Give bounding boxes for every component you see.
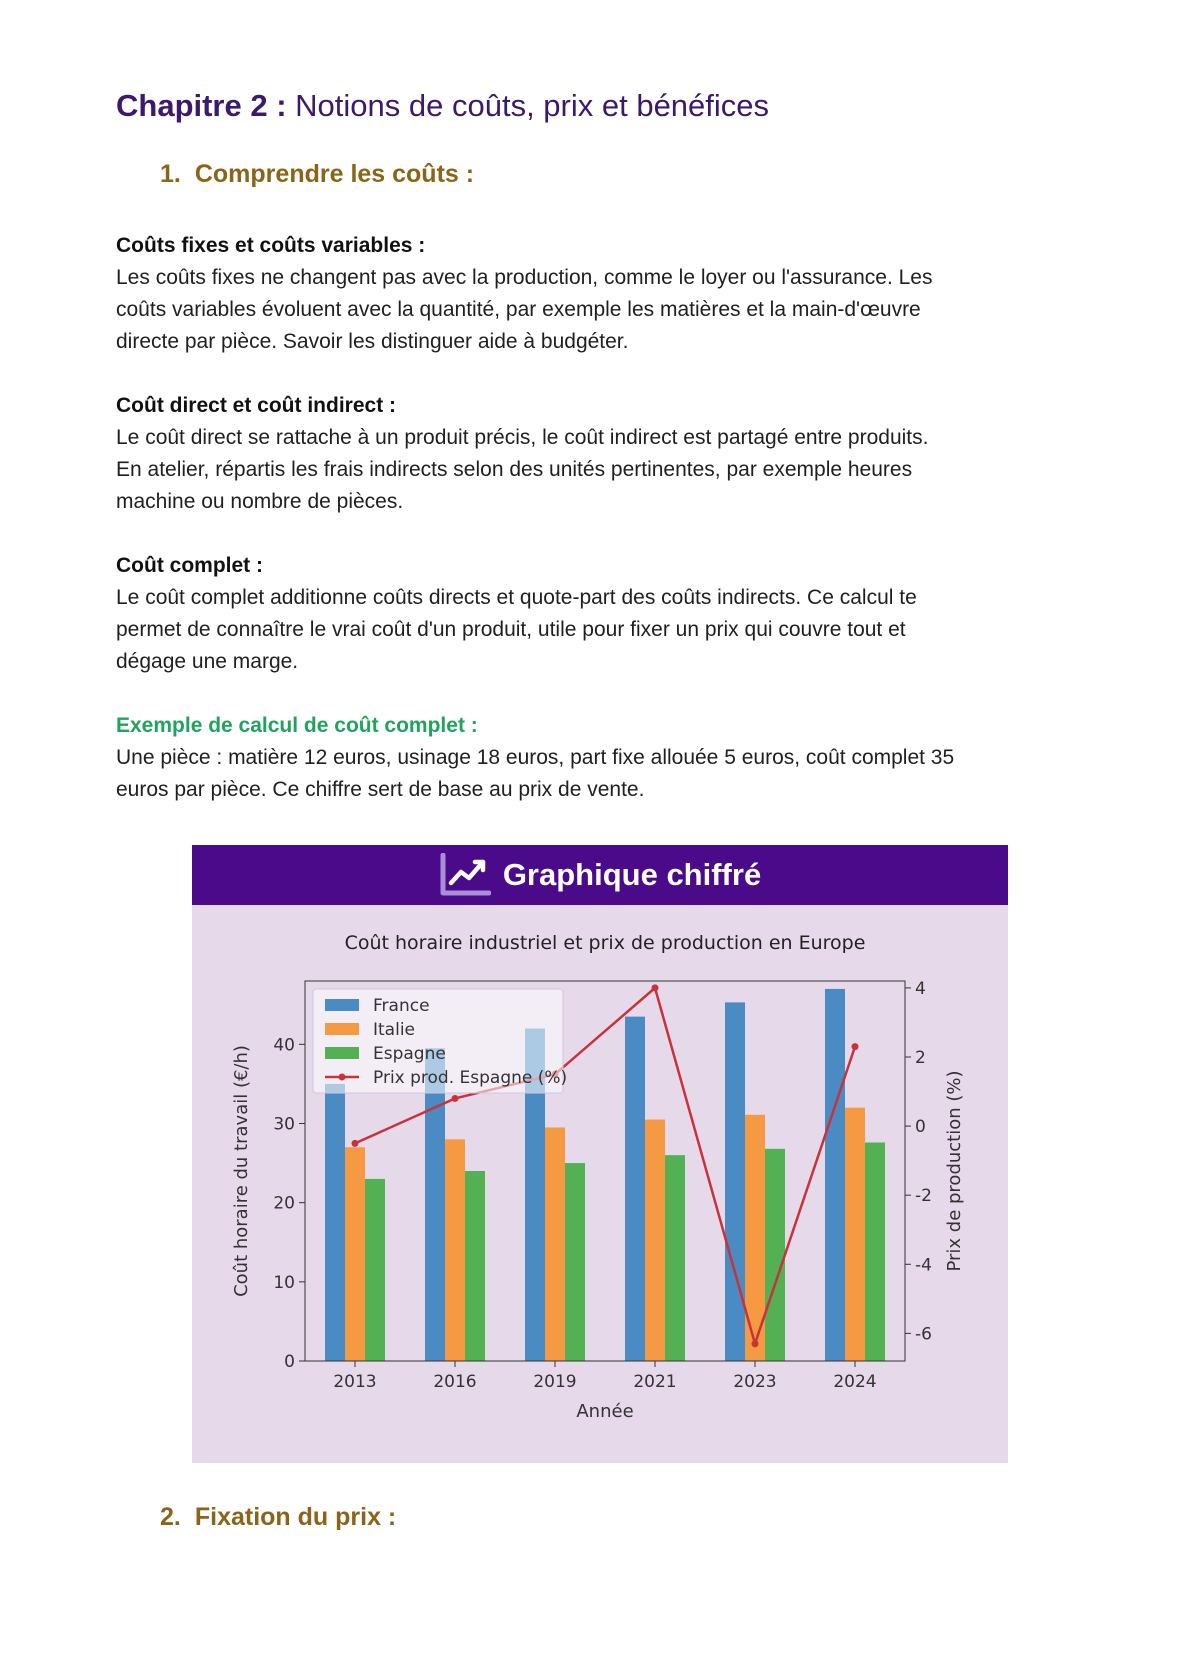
- x-tick-label: 2013: [333, 1372, 377, 1392]
- y-axis-label: Coût horaire du travail (€/h): [231, 1045, 252, 1297]
- y-tick-label: 10: [273, 1272, 295, 1293]
- x-tick-label: 2019: [533, 1372, 577, 1392]
- legend-swatch-marker: [339, 1074, 346, 1081]
- section-title-pricing: [160, 1503, 396, 1532]
- line-point: [352, 1140, 359, 1147]
- line-point: [852, 1043, 859, 1050]
- block-heading: Exemple de calcul de coût complet :: [116, 714, 478, 737]
- chart: [192, 905, 1008, 1463]
- chapter-title: [116, 88, 769, 124]
- chart-title: Coût horaire industriel et prix de production en Europe: [344, 932, 866, 954]
- block-line: Les coûts fixes ne changent pas avec la production, comme le loyer ou l'assurance. Les: [116, 266, 933, 289]
- block-line: coûts variables évoluent avec la quantité, par exemple les matières et la main-d'œuvre: [116, 298, 921, 321]
- bar-france: [325, 1084, 345, 1361]
- section-label: Fixation du prix :: [194, 1503, 397, 1531]
- bar-france: [425, 1048, 445, 1361]
- bar-espagne: [565, 1163, 585, 1361]
- block-line: directe par pièce. Savoir les distinguer aide à budgéter.: [116, 330, 629, 353]
- y-tick-label: 0: [284, 1352, 295, 1372]
- line-point: [452, 1095, 459, 1102]
- bar-espagne: [665, 1155, 685, 1361]
- block-line: machine ou nombre de pièces.: [116, 490, 404, 513]
- y2-tick-label: -6: [915, 1324, 932, 1345]
- chapter-label: Chapitre 2 :: [116, 88, 287, 123]
- chart-header: [192, 845, 1008, 905]
- chart-header-title: Graphique chiffré: [502, 857, 762, 892]
- y-tick-label: 40: [273, 1035, 295, 1056]
- block-heading: Coût complet :: [116, 554, 263, 577]
- bar-italie: [345, 1147, 365, 1361]
- y2-tick-label: -2: [915, 1186, 932, 1207]
- y-tick-label: 30: [273, 1114, 295, 1135]
- legend-label: Prix prod. Espagne (%): [373, 1068, 568, 1088]
- bar-espagne: [365, 1179, 385, 1361]
- legend-swatch-italie: [325, 1023, 359, 1035]
- bar-france: [825, 989, 845, 1361]
- legend-label: France: [373, 996, 430, 1016]
- section-title-costs: [160, 160, 474, 189]
- block-full-cost: [116, 554, 1076, 678]
- line-point: [752, 1340, 759, 1347]
- block-line: dégage une marge.: [116, 650, 299, 673]
- section-number: 2.: [160, 1503, 181, 1531]
- x-tick-label: 2021: [633, 1372, 677, 1392]
- bar-france: [625, 1017, 645, 1361]
- block-heading: Coûts fixes et coûts variables :: [116, 234, 426, 257]
- block-example: [116, 714, 1076, 806]
- block-line: Le coût complet additionne coûts directs et quote-part des coûts indirects. Ce calcul te: [116, 586, 917, 609]
- bar-italie: [545, 1127, 565, 1361]
- y2-tick-label: 4: [915, 978, 926, 999]
- chapter-name: Notions de coûts, prix et bénéfices: [295, 88, 770, 123]
- chart-card: [192, 845, 1008, 1463]
- legend-label: Italie: [373, 1020, 416, 1040]
- x-tick-label: 2024: [833, 1372, 877, 1392]
- block-line: Une pièce : matière 12 euros, usinage 18 euros, part fixe allouée 5 euros, coût complet 35: [116, 746, 955, 769]
- line-chart-icon: [439, 853, 491, 897]
- y-tick-label: 20: [273, 1193, 295, 1214]
- bar-italie: [845, 1108, 865, 1361]
- block-line: permet de connaître le vrai coût d'un produit, utile pour fixer un prix qui couvre tout et: [116, 618, 906, 641]
- line-point: [652, 984, 659, 991]
- bar-espagne: [465, 1171, 485, 1361]
- bar-italie: [445, 1139, 465, 1361]
- legend-swatch-espagne: [325, 1047, 359, 1059]
- y2-tick-label: -4: [915, 1255, 932, 1276]
- y2-axis-label: Prix de production (%): [944, 1070, 965, 1272]
- y2-tick-label: 0: [915, 1117, 926, 1138]
- x-tick-label: 2023: [733, 1372, 777, 1392]
- block-line: Le coût direct se rattache à un produit précis, le coût indirect est partagé entre produits.: [116, 426, 929, 449]
- block-fixed-variable: [116, 234, 1076, 358]
- section-number: 1.: [160, 160, 181, 188]
- block-direct-indirect: [116, 394, 1076, 518]
- x-tick-label: 2016: [433, 1372, 477, 1392]
- bar-france: [725, 1002, 745, 1361]
- block-line: euros par pièce. Ce chiffre sert de base au prix de vente.: [116, 778, 645, 801]
- x-axis-label: Année: [576, 1401, 634, 1422]
- bar-espagne: [765, 1149, 785, 1361]
- section-label: Comprendre les coûts :: [194, 160, 475, 188]
- bar-italie: [645, 1120, 665, 1361]
- legend-swatch-france: [325, 999, 359, 1011]
- block-heading: Coût direct et coût indirect :: [116, 394, 397, 417]
- bar-espagne: [865, 1143, 885, 1362]
- legend-label: Espagne: [373, 1044, 446, 1064]
- block-line: En atelier, répartis les frais indirects selon des unités pertinentes, par exemple heures: [116, 458, 913, 481]
- y2-tick-label: 2: [915, 1048, 926, 1068]
